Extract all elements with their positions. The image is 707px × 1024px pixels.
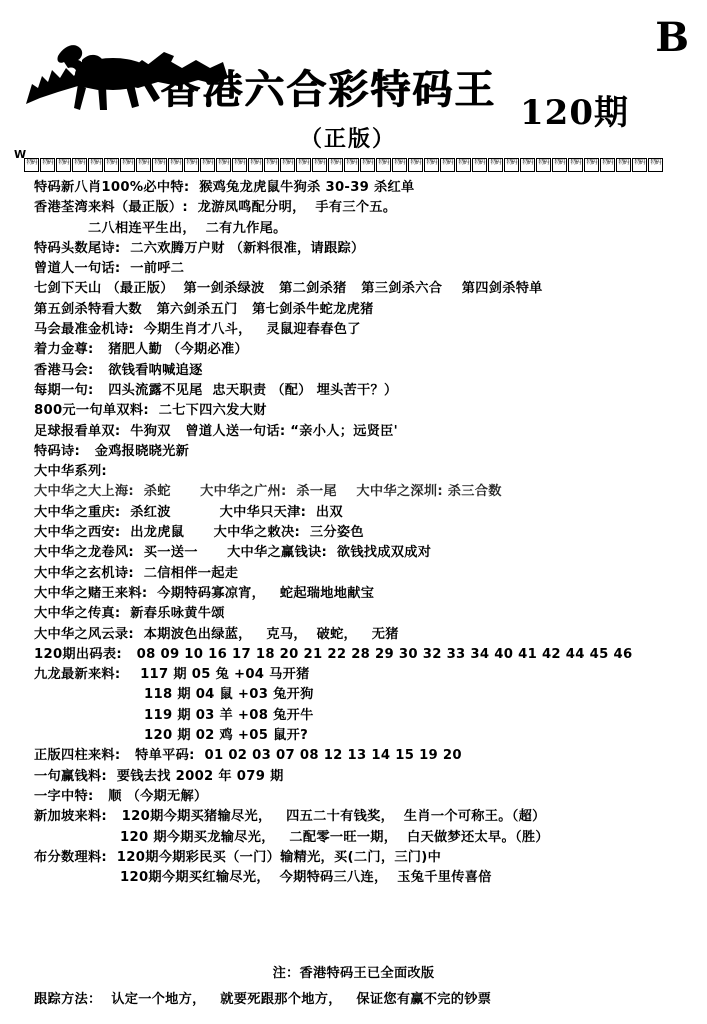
band-mini-box: 特码 (216, 158, 231, 172)
content-lines (0, 178, 707, 888)
content-line: 七剑下天山 （最正版） 第一剑杀绿波 第二剑杀猪 第三剑杀六合 第四剑杀特单 (34, 281, 543, 297)
band-mini-box: 特码 (296, 158, 311, 172)
content-line: 着力金尊: 猪肥人勤 （今期必准） (34, 342, 248, 358)
band-mini-box: 特码 (616, 158, 631, 172)
content-line: 香港马会: 欲钱看呐喊追逐 (34, 362, 203, 378)
band-mini-box: 特码 (456, 158, 471, 172)
decorative-box-band (24, 158, 684, 174)
band-mini-box: 特码 (648, 158, 663, 172)
content-line: 二八相连平生出， 二有九作尾。 (88, 220, 287, 236)
content-line: 马会最准金机诗: 今期生肖才八斗， 灵鼠迎春春色了 (34, 322, 361, 338)
edition-label: （正版） (300, 126, 397, 152)
band-mini-box: 特码 (568, 158, 583, 172)
content-line: 800元一句单双料: 二七下四六发大财 (34, 403, 267, 419)
band-mini-box: 特码 (344, 158, 359, 172)
content-line: 正版四柱来料: 特单平码: 01 02 03 07 08 12 13 14 15 19 20 (34, 748, 462, 764)
band-mini-box: 特码 (552, 158, 567, 172)
band-mini-box: 特码 (120, 158, 135, 172)
band-mini-box: 特码 (408, 158, 423, 172)
content-line: 大中华之玄机诗: 二信相伴一起走 (34, 565, 239, 581)
band-mini-box: 特码 (312, 158, 327, 172)
band-mini-box: 特码 (40, 158, 55, 172)
content-line: 119 期 03 羊 +08 兔开牛 (144, 707, 314, 723)
content-line: 足球报看单双: 牛狗双 曾道人送一句话: “亲小人；远贤臣' (34, 423, 399, 439)
corner-letter: B (655, 14, 689, 61)
content-line: 118 期 04 鼠 +03 兔开狗 (144, 687, 314, 703)
content-line: 新加坡来料: 120期今期买猪输尽光， 四五二十有钱奖， 生肖一个可称王。（超） (34, 809, 546, 825)
content-line: 香港荃湾来料（最正版）: 龙游凤鸣配分明， 手有三个五。 (34, 200, 397, 216)
issue-number: 120期 (520, 93, 629, 133)
band-mini-box: 特码 (56, 158, 71, 172)
content-line: 特码新八肖100%必中特: 猴鸡兔龙虎鼠牛狗杀 30-39 杀红单 (34, 180, 415, 195)
band-mini-box: 特码 (424, 158, 439, 172)
band-mini-box: 特码 (632, 158, 647, 172)
content-line: 大中华之西安: 出龙虎鼠 大中华之敕决: 三分姿色 (34, 525, 364, 541)
content-line: 120 期今期买龙输尽光， 二配零一旺一期， 白天做梦还太早。（胜） (120, 829, 549, 845)
band-mini-box: 特码 (152, 158, 167, 172)
content-line: 大中华之风云录: 本期波色出绿蓝， 克马， 破蛇， 无猪 (34, 626, 399, 642)
band-mini-box: 特码 (104, 158, 119, 172)
band-mini-box: 特码 (232, 158, 247, 172)
band-mini-box: 特码 (280, 158, 295, 172)
poster-header (0, 0, 707, 150)
content-line: 每期一句: 四头流露不见尾 忠天职责 （配） 埋头苦干？） (34, 382, 398, 398)
content-line: 120 期 02 鸡 +05 鼠开? (144, 728, 309, 744)
band-mini-box: 特码 (472, 158, 487, 172)
band-mini-box: 特码 (488, 158, 503, 172)
content-line: 曾道人一句话: 一前呼二 (34, 261, 185, 277)
band-mini-box: 特码 (24, 158, 39, 172)
band-mini-box: 特码 (520, 158, 535, 172)
band-mini-box: 特码 (264, 158, 279, 172)
band-mini-box: 特码 (360, 158, 375, 172)
content-line: 布分数理料: 120期今期彩民买（一门）输精光，买(二门，三门)中 (34, 849, 442, 865)
band-mini-box: 特码 (504, 158, 519, 172)
tracking-method-note: 跟踪方法： 认定一个地方， 就要死跟那个地方， 保证您有赢不完的钞票 (34, 992, 492, 1007)
content-line: 特码诗: 金鸡报晓晓光新 (34, 443, 190, 459)
band-mini-box: 特码 (376, 158, 391, 172)
band-mini-box: 特码 (584, 158, 599, 172)
band-mini-box: 特码 (200, 158, 215, 172)
band-mini-box: 特码 (440, 158, 455, 172)
content-line: 大中华之重庆: 杀红波 大中华只天津: 出双 (34, 504, 343, 520)
band-mini-box: 特码 (88, 158, 103, 172)
band-mini-box: 特码 (600, 158, 615, 172)
content-line: 大中华之传真: 新春乐咏黄牛颂 (34, 606, 225, 622)
band-mini-box: 特码 (536, 158, 551, 172)
content-line: 大中华系列: (34, 464, 108, 480)
revision-note: 注：香港特码王已全面改版 (272, 966, 435, 981)
content-line: 大中华之大上海: 杀蛇 大中华之广州: 杀一尾 大中华之深圳: 杀三合数 (34, 484, 502, 500)
content-line: 第五剑杀特看大数 第六剑杀五门 第七剑杀牛蛇龙虎猪 (34, 301, 374, 317)
content-line: 大中华之龙卷风: 买一送一 大中华之赢钱诀: 欲钱找成双成对 (34, 545, 432, 561)
content-line: 120期今期买红输尽光， 今期特码三八连， 玉兔千里传喜倍 (120, 870, 492, 886)
content-line: 一字中特: 顺 （今期无解） (34, 788, 208, 804)
band-mini-box: 特码 (72, 158, 87, 172)
content-line: 120期出码表: 08 09 10 16 17 18 20 21 22 28 29 30 32 33 34 40 41 42 44 45 46 (34, 646, 633, 662)
stray-ink-mark: W (14, 148, 27, 161)
page-title: 香港六合彩特码王 (160, 66, 496, 113)
content-line: 一句赢钱料: 要钱去找 2002 年 079 期 (34, 768, 284, 784)
band-mini-box: 特码 (184, 158, 199, 172)
band-mini-box: 特码 (328, 158, 343, 172)
content-line: 特码头数尾诗: 二六欢腾万户财 （新料很准，请跟踪） (34, 240, 365, 256)
band-mini-box: 特码 (248, 158, 263, 172)
band-mini-box: 特码 (136, 158, 151, 172)
content-line: 大中华之赌王来料: 今期特码寡凉宵， 蛇起瑞地地献宝 (34, 585, 375, 601)
band-mini-box: 特码 (392, 158, 407, 172)
content-line: 九龙最新来料: 117 期 05 兔 +04 马开猪 (34, 667, 310, 683)
band-mini-box: 特码 (168, 158, 183, 172)
